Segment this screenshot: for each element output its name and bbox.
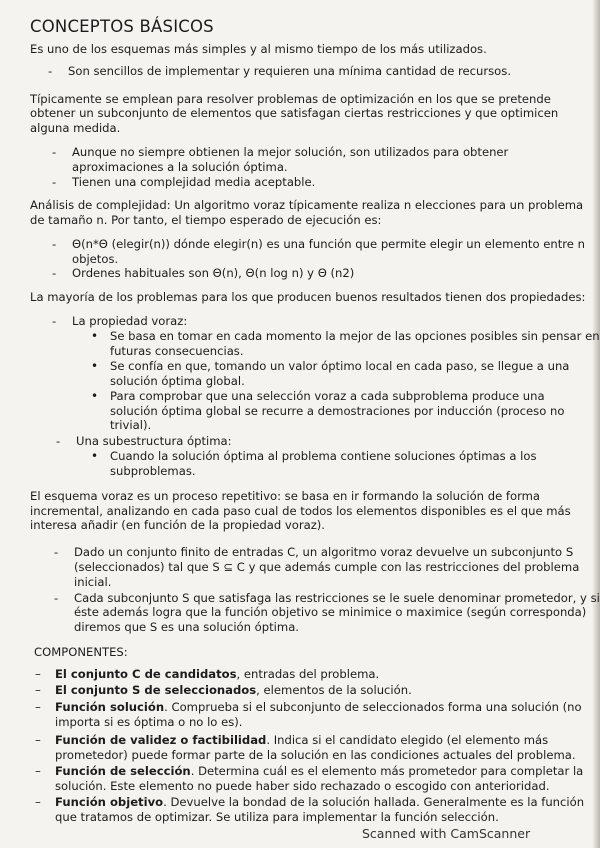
- paragraph-line: Análisis de complejidad: Un algoritmo voraz típicamente realiza n elecciones para un problema: [30, 198, 584, 212]
- dash-marker: –: [35, 733, 41, 747]
- paragraph-line: Típicamente se emplean para resolver problemas de optimización en los que se pretende: [30, 92, 551, 106]
- component-desc: . Indica si el candidato elegido (el elemento más: [266, 733, 549, 747]
- dash-marker: –: [35, 764, 41, 778]
- component-item-cont: solución. Este elemento no puede haber sido rechazado o escogido con anterioridad.: [55, 779, 550, 793]
- component-item-cont: que tratamos de optimizar. Se utiliza para implementar la función selección.: [55, 810, 499, 824]
- bullet-line: inicial.: [74, 575, 112, 589]
- bullet-line: futuras consecuencias.: [110, 344, 244, 358]
- bullet-dot: •: [91, 449, 99, 463]
- bullet-dot: •: [91, 359, 99, 373]
- component-item-cont: prometedor) puede formar parte de la solución en las condiciones actuales del problema.: [55, 748, 576, 762]
- dash-marker: -: [52, 145, 57, 159]
- dash-marker: -: [52, 266, 57, 280]
- page-title: CONCEPTOS BÁSICOS: [30, 17, 214, 36]
- dash-marker: –: [35, 795, 41, 809]
- component-term: El conjunto S de seleccionados: [55, 683, 257, 697]
- bullet-line: Para comprobar que una selección voraz a cada subproblema produce una: [110, 389, 545, 403]
- paragraph-line: de tamaño n. Por tanto, el tiempo esperado de ejecución es:: [30, 213, 382, 227]
- bullet-dot: •: [91, 389, 99, 403]
- component-item: [55, 795, 584, 809]
- component-desc: . Determina cuál es el elemento más prometedor para completar la: [190, 764, 584, 778]
- component-item-cont: importa si es óptima o no lo es).: [55, 715, 243, 729]
- paragraph-line: interesa añadir (en función de la propiedad voraz).: [30, 518, 325, 532]
- component-term: Función de validez o factibilidad: [55, 733, 267, 747]
- component-desc: . Devuelve la bondad de la solución hallada. Generalmente es la función: [163, 795, 585, 809]
- bullet-line: (seleccionados) tal que S ⊆ C y que además cumple con las restricciones del problema: [74, 560, 580, 574]
- component-item: [55, 683, 412, 697]
- component-item: [55, 667, 379, 681]
- paragraph-line: incremental, analizando en cada paso cual de todos los elementos disponibles es el que más: [30, 504, 571, 518]
- bullet-line: Ordenes habituales son Θ(n), Θ(n log n) y Θ (n2): [72, 266, 355, 280]
- component-term: Función objetivo: [55, 795, 164, 809]
- paragraph-line: alguna medida.: [30, 121, 121, 135]
- page-edge-shadow: [592, 0, 600, 848]
- component-desc: , elementos de la solución.: [256, 683, 412, 697]
- bullet-line: Tienen una complejidad media aceptable.: [72, 175, 316, 189]
- component-desc: , entradas del problema.: [236, 667, 380, 681]
- component-term: Función solución: [55, 700, 165, 714]
- bullet-dot: •: [91, 329, 99, 343]
- dash-marker: -: [48, 64, 53, 78]
- bullet-line: objetos.: [72, 252, 119, 266]
- bullet-line: trivial).: [110, 418, 152, 432]
- components-heading: COMPONENTES:: [34, 645, 128, 659]
- bullet-line: Se confía en que, tomando un valor óptimo local en cada paso, se llegue a una: [110, 359, 570, 373]
- bullet-line: Cada subconjunto S que satisfaga las restricciones se le suele denominar prometedor, y si: [74, 591, 600, 605]
- bullet-line: aproximaciones a la solución óptima.: [72, 160, 288, 174]
- component-item: [55, 700, 582, 714]
- bullet-line: Aunque no siempre obtienen la mejor solución, son utilizados para obtener: [72, 145, 509, 159]
- paragraph-line: obtener un subconjunto de elementos que satisfagan ciertas restricciones y que optimicen: [30, 106, 559, 120]
- intro-bullet: Son sencillos de implementar y requieren una mínima cantidad de recursos.: [68, 64, 512, 78]
- bullet-line: éste además logra que la función objetivo se minimice o maximice (según corresponda): [74, 605, 587, 619]
- bullet-line: Cuando la solución óptima al problema contiene soluciones óptimas a los: [110, 449, 537, 463]
- bullet-line: diremos que S es una solución óptima.: [74, 620, 299, 634]
- dash-marker: –: [35, 683, 41, 697]
- dash-marker: –: [35, 700, 41, 714]
- bullet-line: Se basa en tomar en cada momento la mejor de las opciones posibles sin pensar en: [110, 329, 600, 343]
- intro-text: Es uno de los esquemas más simples y al mismo tiempo de los más utilizados.: [30, 42, 487, 56]
- dash-marker: -: [52, 237, 57, 251]
- bullet-line: subproblemas.: [110, 464, 196, 478]
- scanner-watermark: Scanned with CamScanner: [362, 826, 531, 841]
- component-item: [55, 764, 583, 778]
- dash-marker: -: [54, 591, 59, 605]
- dash-marker: -: [54, 545, 59, 559]
- paragraph-line: El esquema voraz es un proceso repetitivo: se basa en ir formando la solución de forma: [30, 489, 541, 503]
- component-term: Función de selección: [55, 764, 191, 778]
- bullet-line: Dado un conjunto finito de entradas C, un algoritmo voraz devuelve un subconjunto S: [74, 545, 574, 559]
- bullet-line: solución óptima global se recurre a demostraciones por inducción (proceso no: [110, 404, 565, 418]
- dash-marker: –: [35, 667, 41, 681]
- component-item: [55, 733, 548, 747]
- dash-marker: -: [52, 175, 57, 189]
- component-desc: . Comprueba si el subconjunto de seleccionados forma una solución (no: [164, 700, 582, 714]
- dash-marker: -: [56, 434, 61, 448]
- property-label: La propiedad voraz:: [72, 314, 188, 328]
- bullet-line: solución óptima global.: [110, 374, 245, 388]
- component-term: El conjunto C de candidatos: [55, 667, 237, 681]
- bullet-line: Θ(n*Θ (elegir(n)) dónde elegir(n) es una función que permite elegir un elemento entre n: [72, 237, 585, 251]
- property-label: Una subestructura óptima:: [76, 434, 232, 448]
- dash-marker: -: [52, 314, 57, 328]
- paragraph-line: La mayoría de los problemas para los que producen buenos resultados tienen dos propiedades:: [30, 290, 586, 304]
